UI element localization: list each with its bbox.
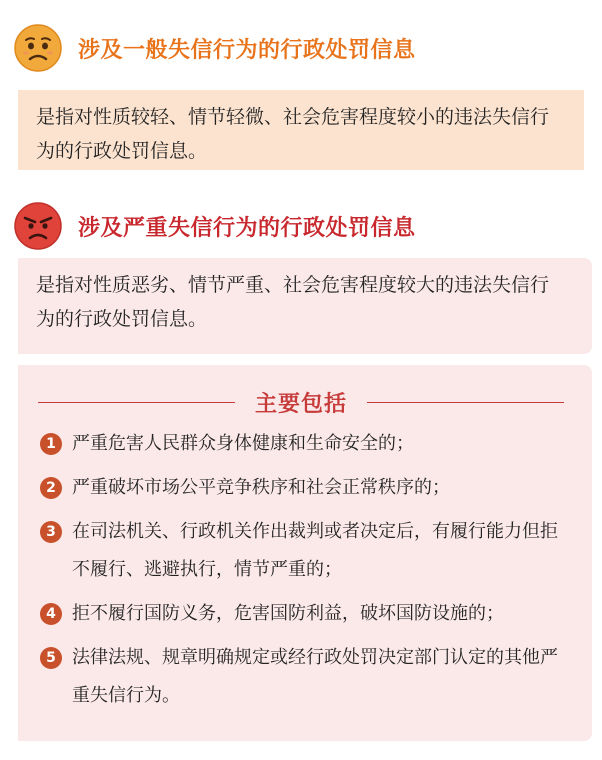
- number-badge: 2: [40, 477, 62, 499]
- section2-title: 涉及严重失信行为的行政处罚信息: [78, 215, 416, 241]
- section2-header: [14, 198, 416, 254]
- number-badge: 5: [40, 647, 62, 669]
- number-badge: 3: [40, 521, 62, 543]
- includes-header: [38, 387, 564, 417]
- divider-left: [38, 402, 235, 403]
- includes-box: [18, 365, 584, 741]
- list-item-text: 拒不履行国防义务，危害国防利益，破坏国防设施的；: [72, 603, 504, 624]
- list-item-text: 严重危害人民群众身体健康和生命安全的；: [72, 433, 414, 454]
- section1-description: 是指对性质较轻、情节轻微、社会危害程度较小的违法失信行为的行政处罚信息。: [36, 106, 550, 162]
- list-item-text: 在司法机关、行政机关作出裁判或者决定后，有履行能力但拒不履行、逃避执行，情节严重的；: [72, 521, 558, 580]
- worried-face-icon: [14, 24, 62, 72]
- list-item-text: 严重破坏市场公平竞争秩序和社会正常秩序的；: [72, 477, 450, 498]
- list-item: [40, 425, 570, 463]
- includes-title: 主要包括: [255, 391, 348, 417]
- section1-title: 涉及一般失信行为的行政处罚信息: [78, 37, 416, 63]
- list-item: [40, 639, 570, 715]
- list-item: [40, 595, 570, 633]
- section1-description-box: [18, 90, 584, 170]
- section2-description: 是指对性质恶劣、情节严重、社会危害程度较大的违法失信行为的行政处罚信息。: [36, 274, 550, 330]
- list-item: [40, 513, 570, 589]
- number-badge: 4: [40, 603, 62, 625]
- divider-right: [367, 402, 564, 403]
- number-badge: 1: [40, 433, 62, 455]
- list-item-text: 法律法规、规章明确规定或经行政处罚决定部门认定的其他严重失信行为。: [72, 647, 558, 706]
- section2-description-box: [18, 258, 584, 354]
- section1-header: [14, 20, 416, 76]
- angry-face-icon: [14, 202, 62, 250]
- includes-list: [40, 425, 570, 721]
- list-item: [40, 469, 570, 507]
